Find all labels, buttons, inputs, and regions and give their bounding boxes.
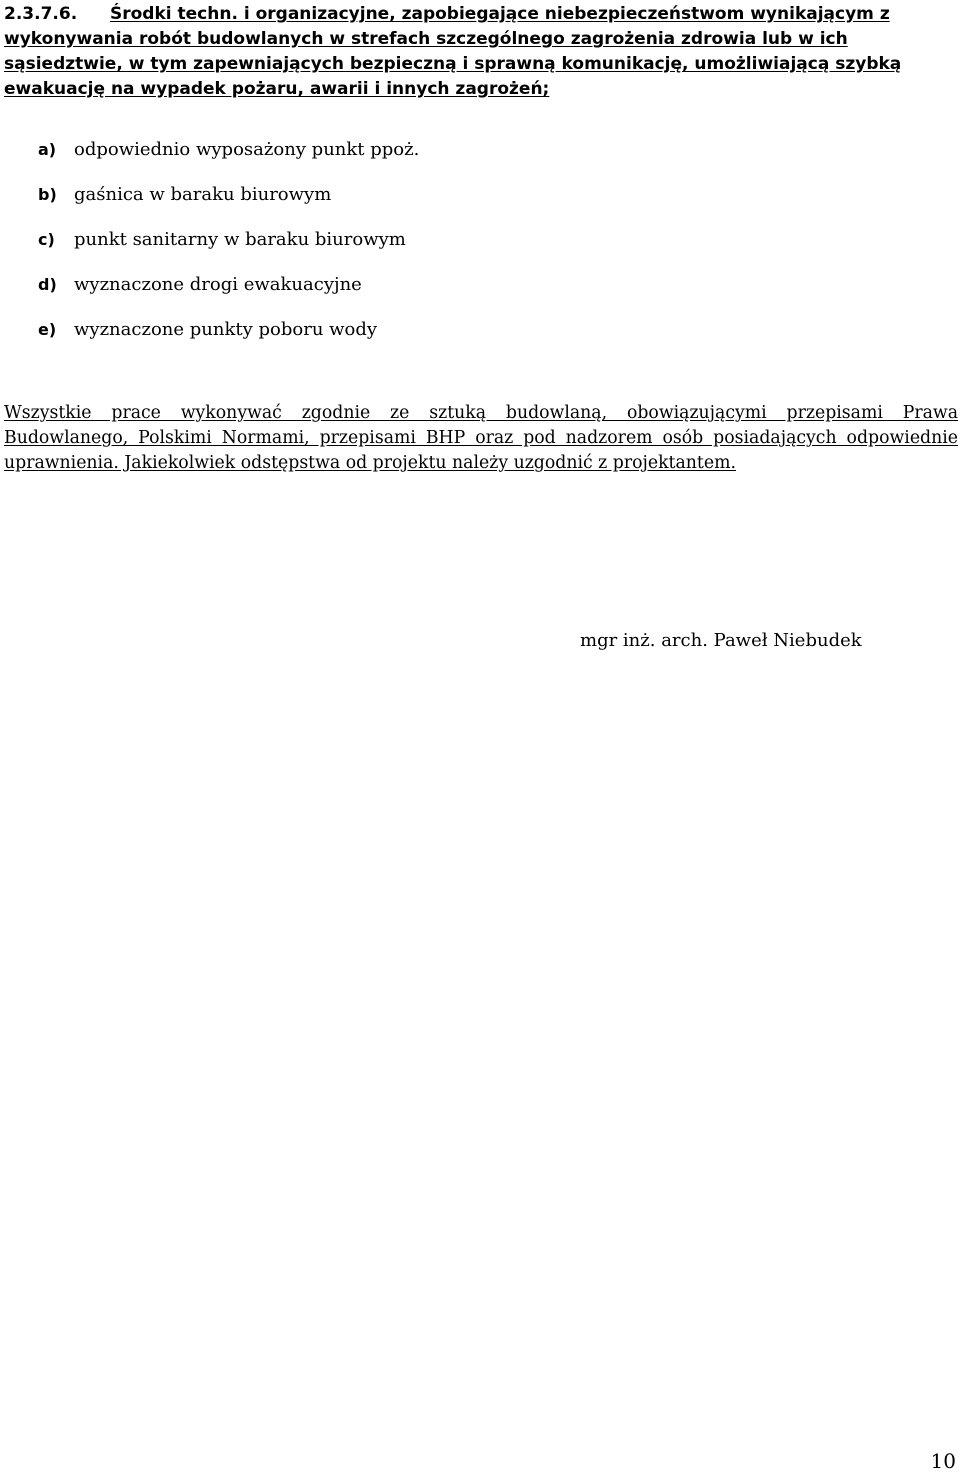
list-item — [38, 182, 918, 227]
measures-list — [38, 137, 918, 362]
list-item — [38, 227, 918, 272]
signature: mgr inż. arch. Paweł Niebudek — [580, 630, 862, 651]
page-number: 10 — [930, 1449, 956, 1473]
section-title: Środki techn. i organizacyjne, zapobiegające niebezpieczeństwom wynikającym z wykonywania robót budowlanych w strefach szczególnego zagrożenia zdrowia lub w ich sąsiedztwie, w tym zapewniających bezpieczną i sprawną komunikację, umożliwiającą szybką ewakuację na wypadek pożaru, awarii i innych zagrożeń; — [4, 4, 902, 99]
list-item — [38, 137, 918, 182]
list-item-text: punkt sanitarny w baraku biurowym — [74, 229, 406, 250]
list-marker: d) — [38, 275, 57, 294]
list-marker: a) — [38, 140, 57, 159]
list-item-text: odpowiednio wyposażony punkt ppoż. — [74, 139, 420, 160]
list-item — [38, 272, 918, 317]
list-item-text: wyznaczone punkty poboru wody — [74, 319, 378, 340]
list-marker: e) — [38, 320, 57, 339]
compliance-paragraph: Wszystkie prace wykonywać zgodnie ze sztuką budowlaną, obowiązującymi przepisami Prawa Budowlanego, Polskimi Normami, przepisami BHP oraz pod nadzorem osób posiadających odpowiednie uprawnienia. Jakiekolwiek odstępstwa od projektu należy uzgodnić z projektantem. — [4, 403, 958, 473]
list-marker: b) — [38, 185, 57, 204]
list-marker: c) — [38, 230, 55, 249]
list-item-text: gaśnica w baraku biurowym — [74, 184, 332, 205]
section-number: 2.3.7.6. — [4, 4, 78, 24]
list-item — [38, 317, 918, 362]
list-item-text: wyznaczone drogi ewakuacyjne — [74, 274, 362, 295]
